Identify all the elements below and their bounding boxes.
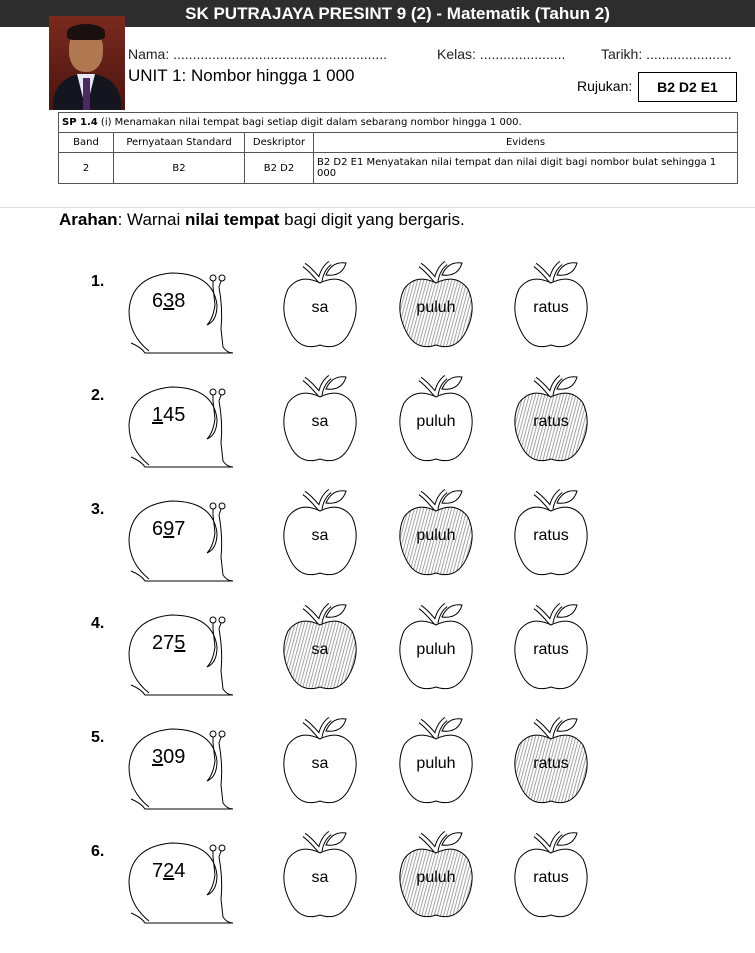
question-row: [0, 387, 755, 497]
apple-label: puluh: [416, 641, 456, 658]
snail-icon: [127, 383, 237, 478]
apple-label: ratus: [533, 869, 569, 886]
number-value: 638: [152, 290, 186, 312]
apple-label: sa: [311, 869, 329, 886]
apple-label: puluh: [416, 869, 456, 886]
snail-icon: [127, 611, 237, 706]
question-row: [0, 729, 755, 839]
nama-field: Nama: .......................................................: [128, 46, 388, 62]
rujukan-label: Rujukan:: [577, 78, 633, 94]
question-number: 2.: [91, 387, 105, 404]
question-row: [0, 273, 755, 383]
standard-table: [58, 112, 738, 184]
apple-option-sa[interactable]: [280, 369, 360, 469]
apple-option-ratus[interactable]: [511, 825, 591, 925]
instruction: [59, 210, 465, 230]
header-deskriptor: Deskriptor: [245, 133, 314, 153]
header-evidens: Evidens: [314, 133, 738, 153]
apple-option-sa[interactable]: [280, 825, 360, 925]
number-value: 724: [152, 860, 186, 882]
apple-option-sa[interactable]: [280, 255, 360, 355]
apple-label: ratus: [533, 527, 569, 544]
cell-deskriptor: B2 D2: [245, 153, 314, 184]
kelas-field: Kelas: ......................: [437, 46, 566, 62]
underlined-digit: 1: [152, 404, 164, 426]
number-value: 309: [152, 746, 186, 768]
question-row: [0, 501, 755, 611]
cell-pernyataan: B2: [114, 153, 245, 184]
question-number: 5.: [91, 729, 105, 746]
number-value: 145: [152, 404, 186, 426]
number-value: 275: [152, 632, 186, 654]
apple-option-puluh-shaded[interactable]: [396, 825, 476, 925]
apple-label: sa: [311, 641, 329, 658]
apple-label: puluh: [416, 755, 456, 772]
question-number: 1.: [91, 273, 105, 290]
question-number: 3.: [91, 501, 105, 518]
cell-evidens: B2 D2 E1 Menyatakan nilai tempat dan nilai digit bagi nombor bulat sehingga 1 000: [314, 153, 738, 184]
apple-label: sa: [311, 413, 329, 430]
number-value: 697: [152, 518, 186, 540]
question-row: [0, 615, 755, 725]
apple-option-puluh[interactable]: [396, 597, 476, 697]
snail-icon: [127, 839, 237, 934]
instruction-lead: Arahan: [59, 210, 118, 229]
instruction-rest: bagi digit yang bergaris.: [279, 210, 465, 229]
header-band: Band: [59, 133, 114, 153]
apple-option-ratus[interactable]: [511, 483, 591, 583]
question-number: 4.: [91, 615, 105, 632]
worksheet-title: SK PUTRAJAYA PRESINT 9 (2) - Matematik (Tahun 2): [185, 4, 610, 23]
question-number: 6.: [91, 843, 105, 860]
apple-label: puluh: [416, 413, 456, 430]
underlined-digit: 5: [174, 632, 186, 654]
rujukan-code: B2 D2 E1: [638, 72, 737, 102]
sp-cell: [59, 113, 738, 133]
cell-band: 2: [59, 153, 114, 184]
apple-option-ratus-shaded[interactable]: [511, 711, 591, 811]
apple-label: sa: [311, 755, 329, 772]
apple-label: sa: [311, 299, 329, 316]
underlined-digit: 9: [163, 518, 175, 540]
apple-option-puluh-shaded[interactable]: [396, 255, 476, 355]
underlined-digit: 3: [163, 290, 175, 312]
snail-icon: [127, 725, 237, 820]
apple-option-puluh[interactable]: [396, 369, 476, 469]
apple-label: puluh: [416, 299, 456, 316]
teacher-photo: [49, 16, 125, 110]
header-pernyataan: Pernyataan Standard: [114, 133, 245, 153]
tarikh-field: Tarikh: ......................: [601, 46, 732, 62]
apple-label: sa: [311, 527, 329, 544]
sp-text: (i) Menamakan nilai tempat bagi setiap digit dalam sebarang nombor hingga 1 000.: [97, 117, 522, 128]
apple-option-sa[interactable]: [280, 711, 360, 811]
underlined-digit: 3: [152, 746, 164, 768]
snail-icon: [127, 497, 237, 592]
apple-option-puluh[interactable]: [396, 711, 476, 811]
apple-label: puluh: [416, 527, 456, 544]
apple-label: ratus: [533, 413, 569, 430]
apple-label: ratus: [533, 299, 569, 316]
snail-icon: [127, 269, 237, 364]
question-row: [0, 843, 755, 953]
divider: [0, 207, 755, 208]
sp-code: SP 1.4: [62, 117, 98, 128]
apple-option-ratus[interactable]: [511, 255, 591, 355]
instruction-bold: nilai tempat: [184, 210, 280, 229]
apple-option-sa[interactable]: [280, 483, 360, 583]
unit-title: UNIT 1: Nombor hingga 1 000: [128, 66, 355, 85]
apple-option-sa-shaded[interactable]: [280, 597, 360, 697]
apple-label: ratus: [533, 755, 569, 772]
apple-label: ratus: [533, 641, 569, 658]
underlined-digit: 2: [163, 860, 175, 882]
apple-option-puluh-shaded[interactable]: [396, 483, 476, 583]
apple-option-ratus[interactable]: [511, 597, 591, 697]
instruction-text: : Warnai: [117, 210, 185, 229]
apple-option-ratus-shaded[interactable]: [511, 369, 591, 469]
